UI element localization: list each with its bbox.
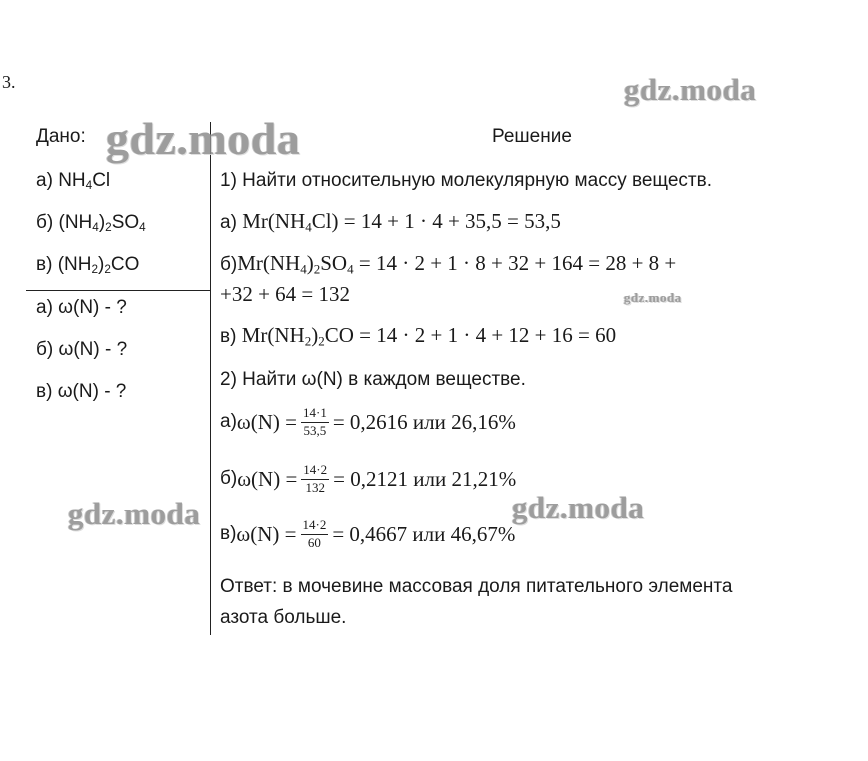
mr-formula-c: в) $Mr(NH_2)_2CO = 14 \cdot 2 + 1 \cdot 4 + 12 + 16 = 60$ [220, 323, 617, 349]
answer-line-1: Ответ: в мочевине массовая доля питательного элемента [220, 576, 733, 597]
omega-calc-b: б) ω(N) = $\frac{14\cdot 2}{132}$ = 0,2121 или 21,21% [220, 462, 517, 495]
watermark: gdz.moda [624, 72, 757, 107]
fraction: $\frac{14\cdot 2}{132}$ [303, 462, 328, 495]
find-omega-a: а) ω(N) - ? [36, 297, 127, 318]
step1-heading: 1) Найти относительную молекулярную массу веществ. [220, 170, 712, 191]
mr-formula-b-continuation: +32 + 64 = 132 [220, 282, 351, 306]
solution-header: Решение [492, 126, 572, 147]
fraction: $\frac{14\cdot 2}{60}$ [302, 517, 327, 550]
find-omega-b: б) ω(N) - ? [36, 339, 128, 360]
table-vertical-divider [210, 122, 211, 635]
watermark: gdz.moda [512, 490, 645, 525]
problem-number: 3. [2, 72, 16, 92]
mr-formula-b: $б)Mr(NH_4)_2SO_4 = 14 \cdot 2 + 1 \cdot 8 + 32 + 164 = 28 + 8$ + [220, 251, 677, 277]
mr-formula-a: а) $Mr(NH_4Cl) = 14 + 1 \cdot 4 + 35,5 = 53,5$ [220, 209, 561, 235]
fraction: $\frac{14\cdot 1}{53,5}$ [302, 405, 327, 438]
answer-line-2: азота больше. [220, 607, 347, 628]
find-omega-c: в) ω(N) - ? [36, 381, 127, 402]
watermark: gdz.moda [624, 290, 682, 305]
given-substance-b: б) $(NH_4)_2SO_4$ [36, 212, 146, 234]
table-horizontal-divider [26, 290, 210, 291]
watermark: gdz.moda [68, 496, 201, 531]
omega-calc-c: в) ω(N) = $\frac{14\cdot 2}{60}$ = 0,4667 или 46,67% [220, 517, 516, 550]
given-substance-c: в) $(NH_2)_2CO$ [36, 254, 140, 276]
given-substance-a: а) $NH_4Cl$ [36, 170, 111, 192]
omega-calc-a: а) ω(N) = $\frac{14\cdot 1}{53,5}$ = 0,2616 или 26,16% [220, 405, 516, 438]
watermark: gdz.moda [106, 113, 301, 164]
given-label: Дано: [36, 126, 86, 147]
step2-heading: 2) Найти ω(N) в каждом веществе. [220, 369, 526, 390]
